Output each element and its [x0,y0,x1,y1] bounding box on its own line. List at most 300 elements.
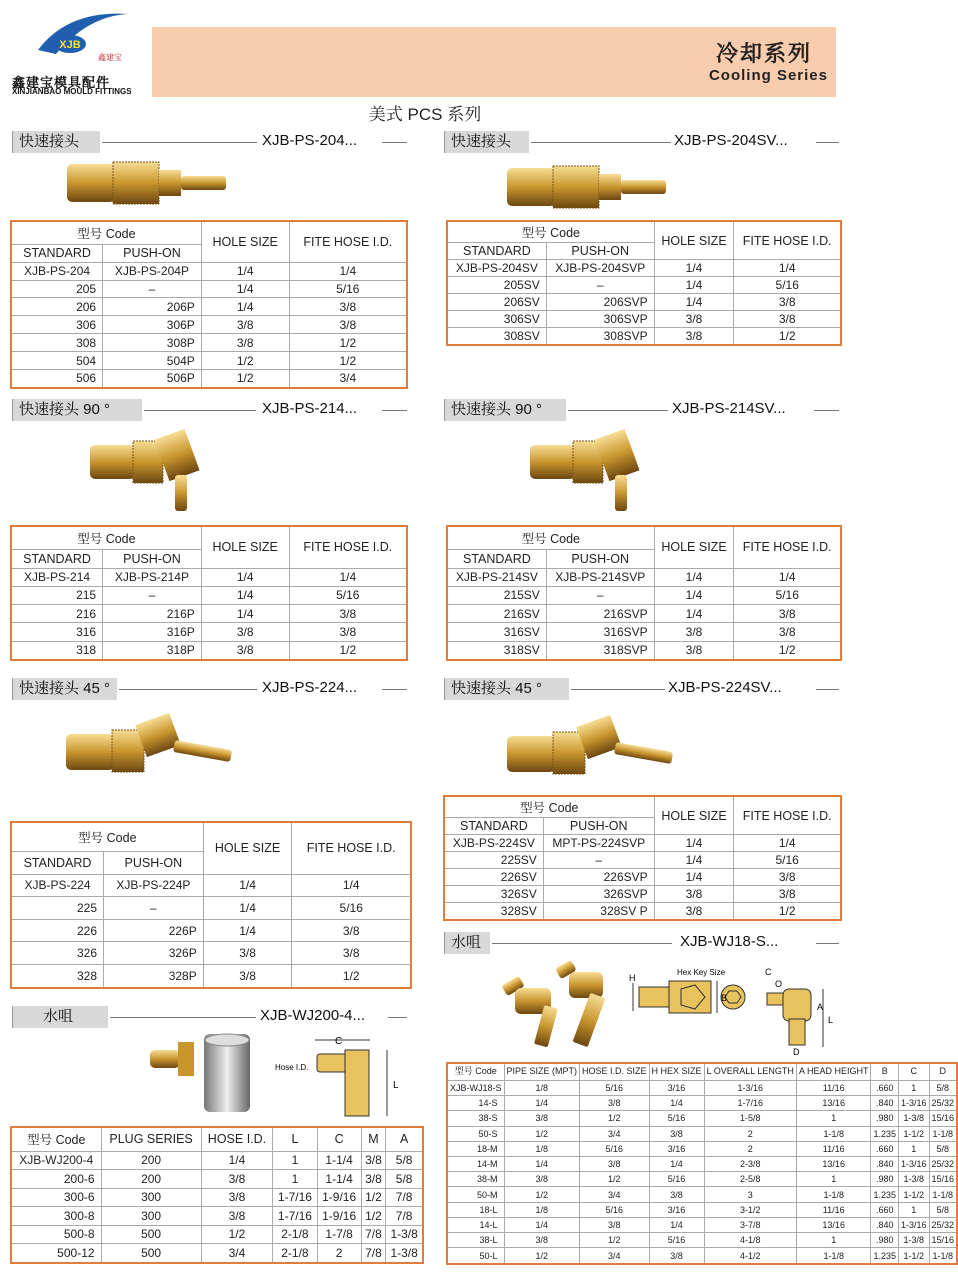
value-cell: .980 [871,1111,899,1126]
value-cell: 1-1/8 [929,1126,957,1141]
value-cell: 1/4 [649,1096,704,1111]
fite-hose-cell: 1/2 [734,903,841,921]
push-on-cell: – [103,586,202,604]
push-on-header: PUSH-ON [103,244,202,262]
value-cell: 1-3/16 [704,1080,796,1095]
value-cell: 5/16 [649,1233,704,1248]
fite-hose-cell: 3/8 [734,623,841,641]
value-cell: 1-7/8 [317,1225,361,1244]
table-row [444,852,841,869]
section-bar-224sv [444,678,839,700]
value-cell: 1/4 [504,1217,580,1232]
fite-hose-cell: 3/8 [734,311,841,328]
fite-hose-cell: 3/8 [734,886,841,903]
table-row [447,1126,957,1141]
value-cell: 7/8 [361,1225,386,1244]
value-cell: 2 [704,1141,796,1156]
value-cell: 3/8 [201,1207,273,1226]
section-code: XJB-PS-224SV... [668,679,782,696]
table-row [11,316,407,334]
dim-l-label: L [828,1015,834,1025]
value-cell: 3/8 [649,1126,704,1141]
section-bar-214 [12,399,407,421]
standard-cell: XJB-PS-204SV [447,260,546,277]
value-cell: 25/32 [929,1096,957,1111]
column-header: B [871,1063,899,1080]
standard-cell: 306SV [447,311,546,328]
hole-size-cell: 3/8 [201,316,289,334]
value-cell: .660 [871,1080,899,1095]
standard-header: STANDARD [11,550,103,568]
standard-cell: 205SV [447,277,546,294]
push-on-cell: 308SVP [546,328,654,346]
fite-hose-cell: 3/8 [289,316,407,334]
standard-cell: 504 [11,352,103,370]
fite-hose-cell: 1/2 [289,352,407,370]
fite-hose-cell: 5/16 [289,280,407,298]
column-header: 型号 Code [447,1063,504,1080]
value-cell: 1/2 [580,1111,650,1126]
fite-hose-cell: 3/8 [734,294,841,311]
value-cell: 3/8 [361,1170,386,1189]
fite-hose-cell: 1/4 [734,835,841,852]
hole-size-header: HOLE SIZE [654,526,734,568]
push-on-cell: XJB-PS-214SVP [546,568,654,586]
value-cell: 300 [101,1188,201,1207]
section-tag: 水咀 [444,932,490,954]
dim-o-label: O [775,979,783,989]
table-row [447,311,841,328]
value-cell: 1 [796,1172,871,1187]
value-cell: 1-5/8 [704,1111,796,1126]
company-name-cn: 鑫建宝模具配件 [12,75,111,90]
hole-size-cell: 1/4 [201,298,289,316]
value-cell: 2-1/8 [273,1225,317,1244]
section-tag: 快速接头 [444,131,529,153]
value-cell: .980 [871,1172,899,1187]
hole-size-cell: 1/4 [203,897,292,920]
hole-size-cell: 3/8 [203,965,292,988]
table-row [11,874,411,897]
value-cell: 1/4 [201,1151,273,1170]
value-cell: 500 [101,1225,201,1244]
value-cell: 3/4 [201,1244,273,1263]
code-cell: 18-L [447,1202,504,1217]
hex-key-label: Hex Key Size [677,968,726,977]
value-cell: 1-1/4 [317,1170,361,1189]
table-row [447,1202,957,1217]
hole-size-cell: 3/8 [201,623,289,641]
standard-cell: 318 [11,641,103,660]
table-row [11,605,407,623]
column-header: PLUG SERIES [101,1127,201,1151]
fite-hose-cell: 3/8 [734,605,841,623]
code-cell: 300-6 [11,1188,101,1207]
dim-b-label: B [721,993,728,1003]
code-cell: 300-8 [11,1207,101,1226]
fite-hose-cell: 5/16 [734,586,841,604]
value-cell: 1 [796,1111,871,1126]
standard-cell: 326SV [444,886,543,903]
hole-size-cell: 1/4 [654,260,734,277]
hole-size-cell: 1/4 [654,869,734,886]
value-cell: 3-7/8 [704,1217,796,1232]
standard-cell: 316SV [447,623,546,641]
push-on-cell: 316P [103,623,202,641]
table-row [447,260,841,277]
value-cell: 1 [273,1151,317,1170]
hole-size-cell: 1/4 [654,586,734,604]
value-cell: 3/16 [649,1202,704,1217]
value-cell: 200 [101,1170,201,1189]
value-cell: 1/2 [504,1187,580,1202]
value-cell: 3/4 [580,1126,650,1141]
table-row [11,919,411,942]
value-cell: 1/4 [649,1156,704,1171]
standard-cell: 216SV [447,605,546,623]
dim-l-label: L [393,1080,399,1091]
code-cell: 500-12 [11,1244,101,1263]
standard-cell: 328 [11,965,104,988]
code-cell: 50-M [447,1187,504,1202]
value-cell: 1-9/16 [317,1207,361,1226]
standard-cell: 308 [11,334,103,352]
column-header: 型号 Code [11,1127,101,1151]
standard-cell: 328SV [444,903,543,921]
standard-cell: 306 [11,316,103,334]
table-row [11,1225,423,1244]
table-row [11,334,407,352]
code-header: 型号 Code [444,796,654,818]
value-cell: 3/8 [504,1172,580,1187]
push-on-cell: 306SVP [546,311,654,328]
value-cell: 5/8 [929,1080,957,1095]
wj18-dimension-diagram [625,965,840,1055]
section-bar-204 [12,131,407,153]
hole-size-cell: 3/8 [654,623,734,641]
hole-size-header: HOLE SIZE [203,822,292,874]
value-cell: 300 [101,1207,201,1226]
section-code: XJB-PS-204SV... [674,132,788,149]
section-tag: 快速接头 [12,131,100,153]
value-cell: 3/8 [201,1170,273,1189]
value-cell: 1-9/16 [317,1188,361,1207]
hole-size-cell: 1/4 [654,277,734,294]
table-row [11,1207,423,1226]
section-tag: 水咀 [12,1006,108,1028]
standard-cell: XJB-PS-224 [11,874,104,897]
fite-hose-cell: 5/16 [292,897,411,920]
value-cell: 1/2 [580,1172,650,1187]
push-on-cell: 226P [104,919,204,942]
value-cell: 1.235 [871,1126,899,1141]
push-on-header: PUSH-ON [103,550,202,568]
hole-size-cell: 1/4 [201,568,289,586]
push-on-cell: 216P [103,605,202,623]
value-cell: 1-1/2 [898,1187,929,1202]
value-cell: 5/8 [386,1170,423,1189]
value-cell: 1-7/16 [273,1188,317,1207]
push-on-cell: MPT-PS-224SVP [543,835,654,852]
standard-header: STANDARD [447,550,546,568]
value-cell: 11/16 [796,1141,871,1156]
value-cell: 1-3/8 [898,1233,929,1248]
value-cell: .840 [871,1156,899,1171]
push-on-header: PUSH-ON [546,550,654,568]
value-cell: 5/8 [929,1202,957,1217]
column-header: HOSE I.D. SIZE [580,1063,650,1080]
section-bar-204sv [444,131,839,153]
code-header: 型号 Code [11,221,201,244]
table-row [447,294,841,311]
table-row [447,1141,957,1156]
push-on-cell: XJB-PS-204P [103,262,202,280]
value-cell: 5/16 [649,1172,704,1187]
push-on-header: PUSH-ON [104,851,204,874]
value-cell: 13/16 [796,1096,871,1111]
fite-hose-cell: 1/4 [292,874,411,897]
section-code: XJB-WJ200-4... [260,1007,366,1024]
value-cell: 3/8 [580,1156,650,1171]
value-cell: 1.235 [871,1248,899,1264]
column-header: H HEX SIZE [649,1063,704,1080]
fite-hose-cell: 1/2 [734,641,841,660]
value-cell: 1/2 [361,1207,386,1226]
fite-hose-cell: 1/4 [289,568,407,586]
push-on-cell: 326SVP [543,886,654,903]
table-row [11,1170,423,1189]
fite-hose-cell: 1/4 [289,262,407,280]
dim-h-label: H [629,973,636,983]
column-header: D [929,1063,957,1080]
spec-table-204sv [446,220,842,346]
table-row [11,1188,423,1207]
fite-hose-cell: 1/4 [734,260,841,277]
section-bar-224 [12,678,407,700]
value-cell: 13/16 [796,1156,871,1171]
table-row [447,623,841,641]
value-cell: 5/16 [580,1141,650,1156]
code-cell: 38-M [447,1172,504,1187]
hole-size-cell: 1/4 [203,874,292,897]
code-cell: 18-M [447,1141,504,1156]
value-cell: 200 [101,1151,201,1170]
section-code: XJB-PS-204... [262,132,358,149]
code-header: 型号 Code [11,822,203,851]
value-cell: 1-3/8 [898,1172,929,1187]
spec-table-wj18 [446,1062,958,1265]
standard-cell: 326 [11,942,104,965]
code-cell: XJB-WJ18-S [447,1080,504,1095]
value-cell: 3 [704,1187,796,1202]
table-row [444,903,841,921]
table-row [447,586,841,604]
fite-hose-cell: 3/8 [292,942,411,965]
value-cell: 5/16 [580,1202,650,1217]
value-cell: 4-1/8 [704,1233,796,1248]
fite-hose-cell: 5/16 [734,277,841,294]
value-cell: 2-1/8 [273,1244,317,1263]
standard-cell: 308SV [447,328,546,346]
hole-size-cell: 1/2 [201,369,289,388]
section-tag: 快速接头 90 ° [444,399,566,421]
push-on-cell: 504P [103,352,202,370]
value-cell: 11/16 [796,1080,871,1095]
value-cell: 15/16 [929,1172,957,1187]
table-row [444,886,841,903]
value-cell: 1/4 [504,1156,580,1171]
code-header: 型号 Code [447,526,654,550]
section-code: XJB-PS-224... [262,679,358,696]
standard-header: STANDARD [11,851,104,874]
table-row [447,277,841,294]
column-header: C [898,1063,929,1080]
hole-size-cell: 1/4 [201,586,289,604]
push-on-cell: XJB-PS-214P [103,568,202,586]
water-nozzle-wj18-image [495,960,615,1055]
table-row [444,869,841,886]
hole-size-cell: 1/4 [203,919,292,942]
coupling-45-sv-image [503,712,678,787]
push-on-cell: 206P [103,298,202,316]
spec-table-wj200 [10,1126,424,1264]
table-row [447,1187,957,1202]
value-cell: 1-1/4 [317,1151,361,1170]
fite-hose-cell: 3/8 [734,869,841,886]
table-row [11,965,411,988]
value-cell: 500 [101,1244,201,1263]
standard-cell: 226 [11,919,104,942]
table-row [447,1248,957,1264]
code-cell: 500-8 [11,1225,101,1244]
value-cell: 13/16 [796,1217,871,1232]
value-cell: 1/2 [201,1225,273,1244]
code-cell: 200-6 [11,1170,101,1189]
hole-size-cell: 3/8 [654,641,734,660]
table-row [447,1233,957,1248]
standard-cell: 225 [11,897,104,920]
coupling-90-sv-image [525,425,655,515]
hole-size-cell: 3/8 [201,334,289,352]
series-title-en: Cooling Series [708,67,828,84]
code-cell: XJB-WJ200-4 [11,1151,101,1170]
column-header: L OVERALL LENGTH [704,1063,796,1080]
push-on-cell: 206SVP [546,294,654,311]
push-on-cell: – [546,586,654,604]
hole-size-cell: 3/8 [201,641,289,660]
dim-c-label: C [765,967,772,977]
column-header: L [273,1127,317,1151]
table-row [11,369,407,388]
standard-cell: 216 [11,605,103,623]
spec-table-224 [10,821,412,989]
value-cell: 3/8 [649,1187,704,1202]
value-cell: 2 [317,1244,361,1263]
value-cell: 25/32 [929,1217,957,1232]
push-on-cell: – [543,852,654,869]
standard-header: STANDARD [447,243,546,260]
value-cell: 1 [273,1170,317,1189]
hole-size-cell: 1/4 [201,280,289,298]
table-row [447,605,841,623]
column-header: M [361,1127,386,1151]
fite-hose-header: FITE HOSE I.D. [734,526,841,568]
value-cell: 7/8 [386,1207,423,1226]
hole-size-cell: 3/8 [654,311,734,328]
fite-hose-cell: 1/2 [734,328,841,346]
table-row [11,280,407,298]
spec-table-214sv [446,525,842,661]
hole-size-cell: 1/4 [654,294,734,311]
fite-hose-header: FITE HOSE I.D. [734,796,841,835]
logo-badge: XJB [59,39,81,51]
value-cell: .980 [871,1233,899,1248]
push-on-cell: 216SVP [546,605,654,623]
value-cell: 1/4 [649,1217,704,1232]
standard-cell: 206SV [447,294,546,311]
push-on-header: PUSH-ON [546,243,654,260]
section-code: XJB-PS-214... [262,400,358,417]
fite-hose-cell: 3/4 [289,369,407,388]
value-cell: 1-3/8 [386,1244,423,1263]
spec-table-224sv [443,795,842,921]
spec-table-214 [10,525,408,661]
value-cell: 1-3/8 [386,1225,423,1244]
value-cell: 3/8 [201,1188,273,1207]
code-cell: 38-L [447,1233,504,1248]
dim-c-label: C [335,1036,343,1047]
value-cell: 4-1/2 [704,1248,796,1264]
value-cell: 25/32 [929,1156,957,1171]
push-on-cell: XJB-PS-224P [104,874,204,897]
fite-hose-cell: 5/16 [734,852,841,869]
hole-size-cell: 3/8 [654,903,734,921]
hole-size-header: HOLE SIZE [654,796,734,835]
hole-size-header: HOLE SIZE [201,221,289,262]
section-bar-wj200 [12,1006,407,1028]
page-title: 美式 PCS 系列 [368,105,482,124]
spec-table-204 [10,220,408,389]
value-cell: 7/8 [386,1188,423,1207]
table-row [11,298,407,316]
hose-id-label: Hose I.D. [275,1063,309,1072]
section-code: XJB-WJ18-S... [680,933,779,950]
value-cell: 1-1/8 [796,1248,871,1264]
code-cell: 50-L [447,1248,504,1264]
value-cell: 1.235 [871,1187,899,1202]
table-row [11,1151,423,1170]
value-cell: 5/16 [580,1080,650,1095]
value-cell: .840 [871,1217,899,1232]
fite-hose-cell: 3/8 [289,298,407,316]
hole-size-cell: 3/8 [654,886,734,903]
table-row [11,262,407,280]
table-row [447,641,841,660]
value-cell: 15/16 [929,1233,957,1248]
value-cell: 3/4 [580,1187,650,1202]
table-row [447,1172,957,1187]
push-on-cell: 326P [104,942,204,965]
fite-hose-cell: 1/4 [734,568,841,586]
code-cell: 14-L [447,1217,504,1232]
water-nozzle-wj200-image [148,1032,258,1117]
section-code: XJB-PS-214SV... [672,400,786,417]
value-cell: 1-1/8 [796,1126,871,1141]
value-cell: 1-3/8 [898,1111,929,1126]
standard-cell: 225SV [444,852,543,869]
table-row [447,328,841,346]
standard-cell: XJB-PS-214 [11,568,103,586]
